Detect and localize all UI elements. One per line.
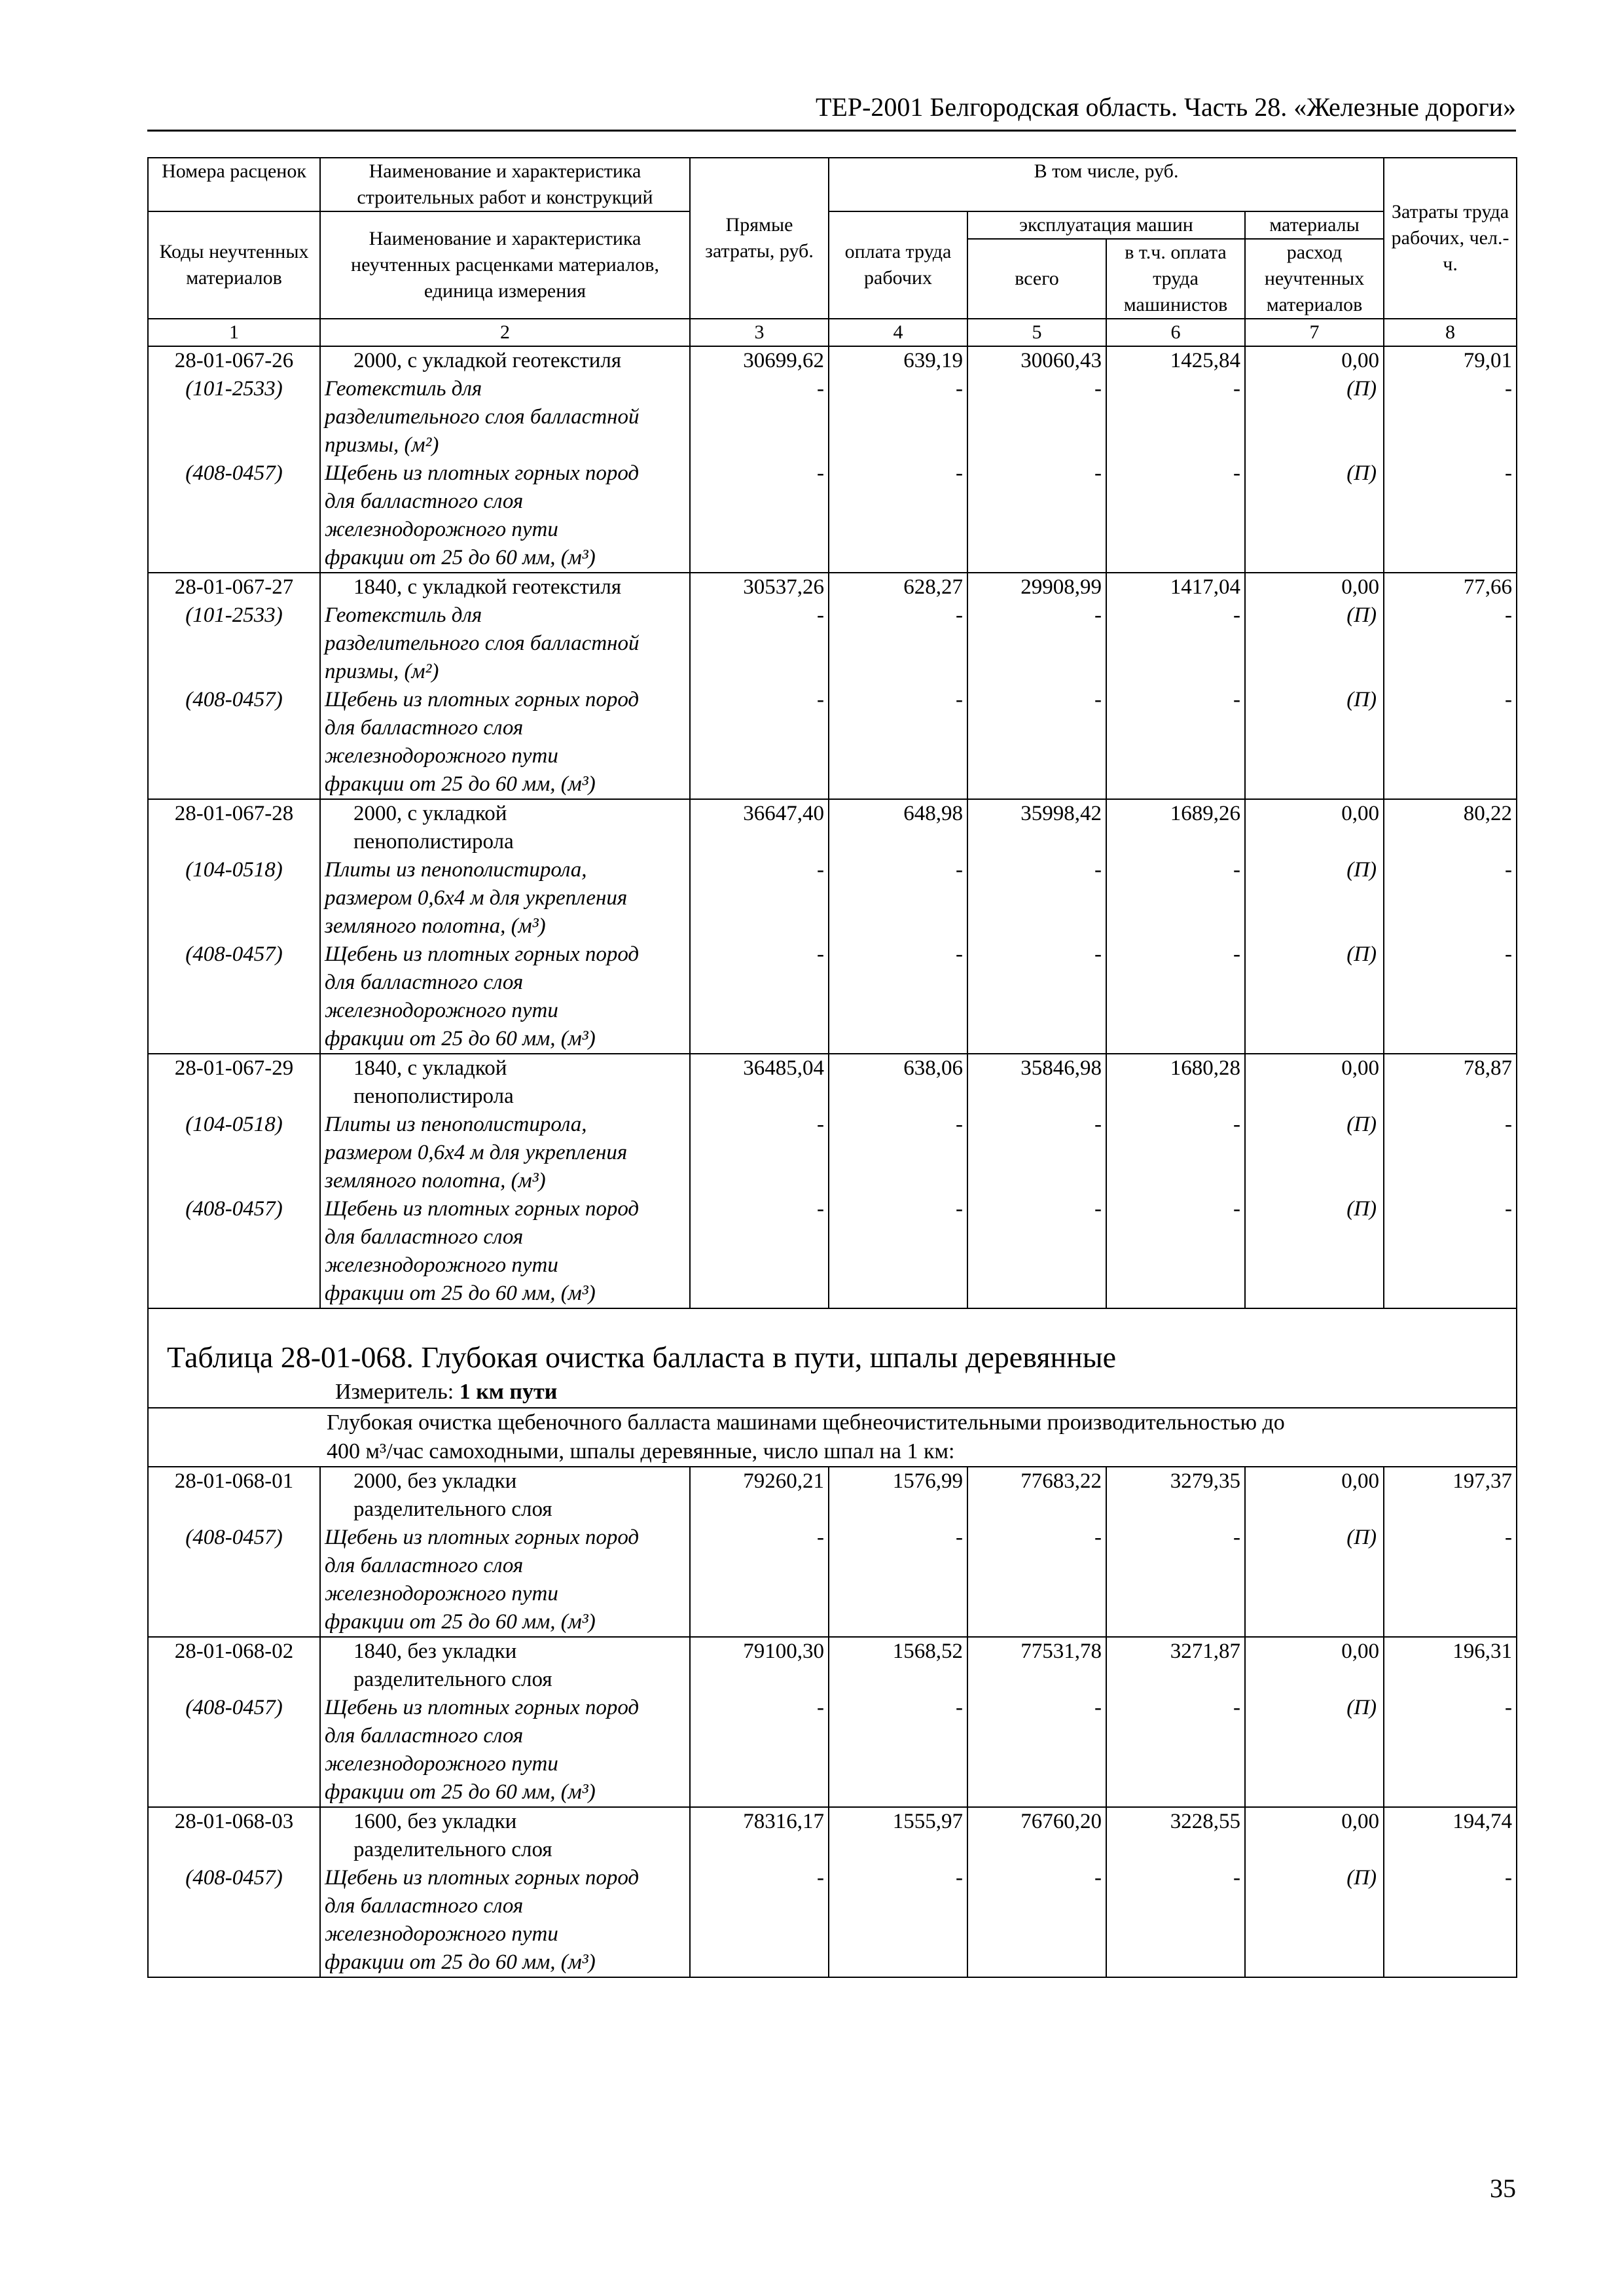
dash: - [829,459,967,573]
material-unit: (П) [1245,941,1384,1054]
rate-row [148,573,1517,601]
material-code: (408-0457) [148,1195,320,1308]
labor-hours: 78,87 [1384,1054,1517,1111]
dash: - [967,601,1106,686]
machinist-wages: 3279,35 [1106,1467,1245,1524]
header-material-codes: Коды неучтенных материалов [148,211,320,319]
dash: - [1106,856,1245,941]
column-number: 3 [690,319,829,346]
dash: - [829,1111,967,1195]
material-name-line: железнодорожного пути [325,1582,558,1605]
dash: - [1384,1524,1517,1637]
dash: - [829,686,967,799]
material-row [148,1195,1517,1308]
material-name-line: размером 0,6х4 м для укрепления [325,1141,628,1164]
material-name-line: Щебень из плотных горных пород [325,688,640,711]
dash: - [967,1864,1106,1977]
rate-row [148,346,1517,375]
rate-name [320,1807,690,1864]
labor-hours: 196,31 [1384,1637,1517,1694]
material-unit: (П) [1245,686,1384,799]
machinist-wages: 3228,55 [1106,1807,1245,1864]
rate-code: 28-01-067-27 [148,573,320,601]
rate-code: 28-01-068-03 [148,1807,320,1864]
material-name-line: железнодорожного пути [325,999,558,1022]
dash: - [690,1524,829,1637]
materials-cost: 0,00 [1245,1637,1384,1694]
materials-cost: 0,00 [1245,1054,1384,1111]
materials-cost: 0,00 [1245,573,1384,601]
dash: - [1384,459,1517,573]
material-name-line: Щебень из плотных горных пород [325,1866,640,1890]
dash: - [1384,686,1517,799]
dash: - [1384,941,1517,1054]
meter-value: 1 км пути [459,1380,558,1404]
dash: - [690,941,829,1054]
wages: 648,98 [829,799,967,856]
header-unaccounted-materials: расход неучтенных материалов [1245,239,1384,319]
dash: - [690,601,829,686]
material-name-line: для балластного слоя [325,716,524,740]
material-name-line: земляного полотна, (м³) [325,1169,546,1193]
rate-row [148,799,1517,856]
dash: - [967,856,1106,941]
labor-hours: 194,74 [1384,1807,1517,1864]
group-desc-spacer [148,1408,320,1467]
material-name-line: для балластного слоя [325,1894,524,1918]
direct-costs: 36485,04 [690,1054,829,1111]
column-number: 2 [320,319,690,346]
material-name-line: Щебень из плотных горных пород [325,1526,640,1549]
material-row [148,375,1517,459]
table-title: Таблица 28-01-068. Глубокая очистка балласта в пути, шпалы деревянные [148,1308,1517,1377]
direct-costs: 30699,62 [690,346,829,375]
material-row [148,941,1517,1054]
material-code: (408-0457) [148,459,320,573]
material-name-line: железнодорожного пути [325,1922,558,1946]
rate-name-line: 1840, с укладкой геотекстиля [353,575,622,599]
material-code: (104-0518) [148,1111,320,1195]
materials-cost: 0,00 [1245,1467,1384,1524]
rate-name-line: пенополистирола [353,830,514,853]
material-name-line: земляного полотна, (м³) [325,914,546,938]
dash: - [829,601,967,686]
dash: - [829,1524,967,1637]
material-name [320,459,690,573]
material-name-line: фракции от 25 до 60 мм, (м³) [325,1950,596,1974]
group-desc-row [148,1408,1517,1467]
material-name [320,601,690,686]
materials-cost: 0,00 [1245,346,1384,375]
rate-row [148,1637,1517,1694]
material-name [320,1195,690,1308]
rate-name [320,1467,690,1524]
material-code: (101-2533) [148,375,320,459]
dash: - [1106,1195,1245,1308]
material-row [148,1694,1517,1807]
material-name-line: призмы, (м²) [325,660,439,683]
material-name-line: Щебень из плотных горных пород [325,1696,640,1719]
rate-name [320,1637,690,1694]
material-code: (408-0457) [148,1694,320,1807]
material-name [320,1694,690,1807]
material-name-line: Щебень из плотных горных пород [325,942,640,966]
material-row [148,601,1517,686]
column-number: 8 [1384,319,1517,346]
dash: - [1106,941,1245,1054]
rate-name-line: 1840, с укладкой [353,1056,507,1080]
header-wages: оплата труда рабочих [829,211,967,319]
material-row [148,856,1517,941]
dash: - [967,1524,1106,1637]
rate-code: 28-01-068-01 [148,1467,320,1524]
material-name-line: фракции от 25 до 60 мм, (м³) [325,546,596,569]
rates-table [147,157,1517,1978]
material-name-line: фракции от 25 до 60 мм, (м³) [325,1610,596,1634]
rate-name-line: пенополистирола [353,1085,514,1108]
wages: 639,19 [829,346,967,375]
material-code: (408-0457) [148,941,320,1054]
wages: 1576,99 [829,1467,967,1524]
column-number: 7 [1245,319,1384,346]
header-machines: эксплуатация машин [967,211,1245,239]
material-name-line: для балластного слоя [325,490,524,513]
material-name-line: для балластного слоя [325,1554,524,1577]
dash: - [967,375,1106,459]
header-machines-total: всего [967,239,1106,319]
dash: - [1106,1111,1245,1195]
meter-label: Измеритель: [335,1380,454,1404]
material-name-line: Щебень из плотных горных пород [325,461,640,485]
dash: - [690,459,829,573]
group-description [320,1408,1517,1467]
wages: 628,27 [829,573,967,601]
header-material-names: Наименование и характеристика неучтенных расценками материалов, единица измерения [320,211,690,319]
column-number: 4 [829,319,967,346]
dash: - [690,1195,829,1308]
material-unit: (П) [1245,1524,1384,1637]
rate-name-line: разделительного слоя [353,1668,552,1691]
rate-name-line: 1840, без укладки [353,1640,517,1663]
material-name-line: Геотекстиль для [325,377,482,401]
dash: - [1384,1694,1517,1807]
dash: - [967,1195,1106,1308]
material-code: (101-2533) [148,601,320,686]
wages: 638,06 [829,1054,967,1111]
dash: - [690,375,829,459]
rate-name-line: разделительного слоя [353,1838,552,1861]
machinist-wages: 1689,26 [1106,799,1245,856]
group-description-line: 400 м³/час самоходными, шпалы деревянные, число шпал на 1 км: [327,1439,955,1463]
column-number: 1 [148,319,320,346]
header-row-2 [148,211,1517,239]
table-title-row [148,1308,1517,1377]
dash: - [1106,1694,1245,1807]
page-header: ТЕР-2001 Белгородская область. Часть 28. «Железные дороги» [816,92,1516,122]
dash: - [1106,459,1245,573]
material-name [320,686,690,799]
machines-total: 29908,99 [967,573,1106,601]
direct-costs: 78316,17 [690,1807,829,1864]
header-including: В том числе, руб. [829,158,1384,211]
material-unit: (П) [1245,601,1384,686]
dash: - [690,1694,829,1807]
dash: - [1106,375,1245,459]
rate-name-line: 1600, без укладки [353,1810,517,1833]
material-name [320,1864,690,1977]
machines-total: 35998,42 [967,799,1106,856]
material-name-line: разделительного слоя балластной [325,405,640,429]
header-direct-costs: Прямые затраты, руб. [690,158,829,319]
material-name-line: Щебень из плотных горных пород [325,1197,640,1221]
material-name-line: Геотекстиль для [325,603,482,627]
material-name-line: железнодорожного пути [325,1253,558,1277]
header-labor-costs: Затраты труда рабочих, чел.-ч. [1384,158,1517,319]
material-row [148,1111,1517,1195]
page-number: 35 [1490,2174,1516,2203]
dash: - [1384,856,1517,941]
machines-total: 30060,43 [967,346,1106,375]
dash: - [829,941,967,1054]
dash: - [690,1111,829,1195]
dash: - [1106,1864,1245,1977]
material-unit: (П) [1245,1694,1384,1807]
materials-cost: 0,00 [1245,1807,1384,1864]
header-rate-numbers: Номера расценок [148,158,320,211]
material-name [320,1111,690,1195]
material-row [148,1524,1517,1637]
material-row [148,459,1517,573]
material-row [148,1864,1517,1977]
labor-hours: 80,22 [1384,799,1517,856]
material-unit: (П) [1245,1864,1384,1977]
dash: - [967,686,1106,799]
dash: - [829,1195,967,1308]
header-machinist-wages: в т.ч. оплата труда машинистов [1106,239,1245,319]
rate-row [148,1054,1517,1111]
material-name [320,856,690,941]
material-name-line: Плиты из пенополистирола, [325,858,587,882]
rate-name-line: разделительного слоя [353,1498,552,1521]
rate-code: 28-01-067-29 [148,1054,320,1111]
rate-code: 28-01-068-02 [148,1637,320,1694]
material-name-line: фракции от 25 до 60 мм, (м³) [325,1282,596,1305]
material-code: (408-0457) [148,1864,320,1977]
rate-name [320,573,690,601]
material-unit: (П) [1245,1111,1384,1195]
dash: - [829,856,967,941]
material-name-line: для балластного слоя [325,1724,524,1748]
material-code: (408-0457) [148,1524,320,1637]
machines-total: 77531,78 [967,1637,1106,1694]
materials-cost: 0,00 [1245,799,1384,856]
direct-costs: 36647,40 [690,799,829,856]
material-name-line: размером 0,6х4 м для укрепления [325,886,628,910]
machinist-wages: 3271,87 [1106,1637,1245,1694]
header-rule [147,130,1516,132]
meter-row [148,1377,1517,1408]
machines-total: 77683,22 [967,1467,1106,1524]
rate-name-line: 2000, с укладкой [353,802,507,825]
direct-costs: 79100,30 [690,1637,829,1694]
dash: - [1384,1864,1517,1977]
material-name-line: фракции от 25 до 60 мм, (м³) [325,1027,596,1050]
dash: - [967,1694,1106,1807]
direct-costs: 30537,26 [690,573,829,601]
rate-name-line: 2000, с укладкой геотекстиля [353,349,622,372]
rate-code: 28-01-067-26 [148,346,320,375]
material-code: (408-0457) [148,686,320,799]
material-name [320,375,690,459]
machinist-wages: 1417,04 [1106,573,1245,601]
meter [148,1377,1517,1408]
material-name-line: железнодорожного пути [325,518,558,541]
dash: - [829,1864,967,1977]
labor-hours: 77,66 [1384,573,1517,601]
header-row-1 [148,158,1517,211]
group-description-line: Глубокая очистка щебеночного балласта машинами щебнеочистительными производительностью до [327,1410,1285,1435]
dash: - [1384,1111,1517,1195]
material-row [148,686,1517,799]
dash: - [829,1694,967,1807]
material-unit: (П) [1245,375,1384,459]
material-name-line: для балластного слоя [325,971,524,994]
material-name [320,941,690,1054]
column-numbers-row [148,319,1517,346]
header-work-name: Наименование и характеристика строительных работ и конструкций [320,158,690,211]
header-materials: материалы [1245,211,1384,239]
rate-name [320,799,690,856]
material-name-line: фракции от 25 до 60 мм, (м³) [325,1780,596,1804]
column-number: 5 [967,319,1106,346]
material-unit: (П) [1245,856,1384,941]
material-name-line: железнодорожного пути [325,744,558,768]
dash: - [1384,375,1517,459]
material-name-line: для балластного слоя [325,1225,524,1249]
dash: - [967,1111,1106,1195]
labor-hours: 79,01 [1384,346,1517,375]
rate-name [320,346,690,375]
dash: - [690,686,829,799]
rate-row [148,1467,1517,1524]
wages: 1555,97 [829,1807,967,1864]
rate-name-line: 2000, без укладки [353,1469,517,1493]
rate-name [320,1054,690,1111]
material-name-line: железнодорожного пути [325,1752,558,1776]
dash: - [829,375,967,459]
dash: - [967,459,1106,573]
labor-hours: 197,37 [1384,1467,1517,1524]
material-name-line: Плиты из пенополистирола, [325,1113,587,1136]
machinist-wages: 1680,28 [1106,1054,1245,1111]
wages: 1568,52 [829,1637,967,1694]
machines-total: 35846,98 [967,1054,1106,1111]
material-unit: (П) [1245,1195,1384,1308]
material-name-line: разделительного слоя балластной [325,632,640,655]
dash: - [1106,601,1245,686]
material-name-line: призмы, (м²) [325,433,439,457]
rate-row [148,1807,1517,1864]
rate-code: 28-01-067-28 [148,799,320,856]
material-unit: (П) [1245,459,1384,573]
material-code: (104-0518) [148,856,320,941]
machines-total: 76760,20 [967,1807,1106,1864]
material-name [320,1524,690,1637]
dash: - [690,1864,829,1977]
dash: - [967,941,1106,1054]
dash: - [1384,1195,1517,1308]
direct-costs: 79260,21 [690,1467,829,1524]
dash: - [1106,1524,1245,1637]
material-name-line: фракции от 25 до 60 мм, (м³) [325,772,596,796]
machinist-wages: 1425,84 [1106,346,1245,375]
dash: - [690,856,829,941]
dash: - [1384,601,1517,686]
dash: - [1106,686,1245,799]
column-number: 6 [1106,319,1245,346]
